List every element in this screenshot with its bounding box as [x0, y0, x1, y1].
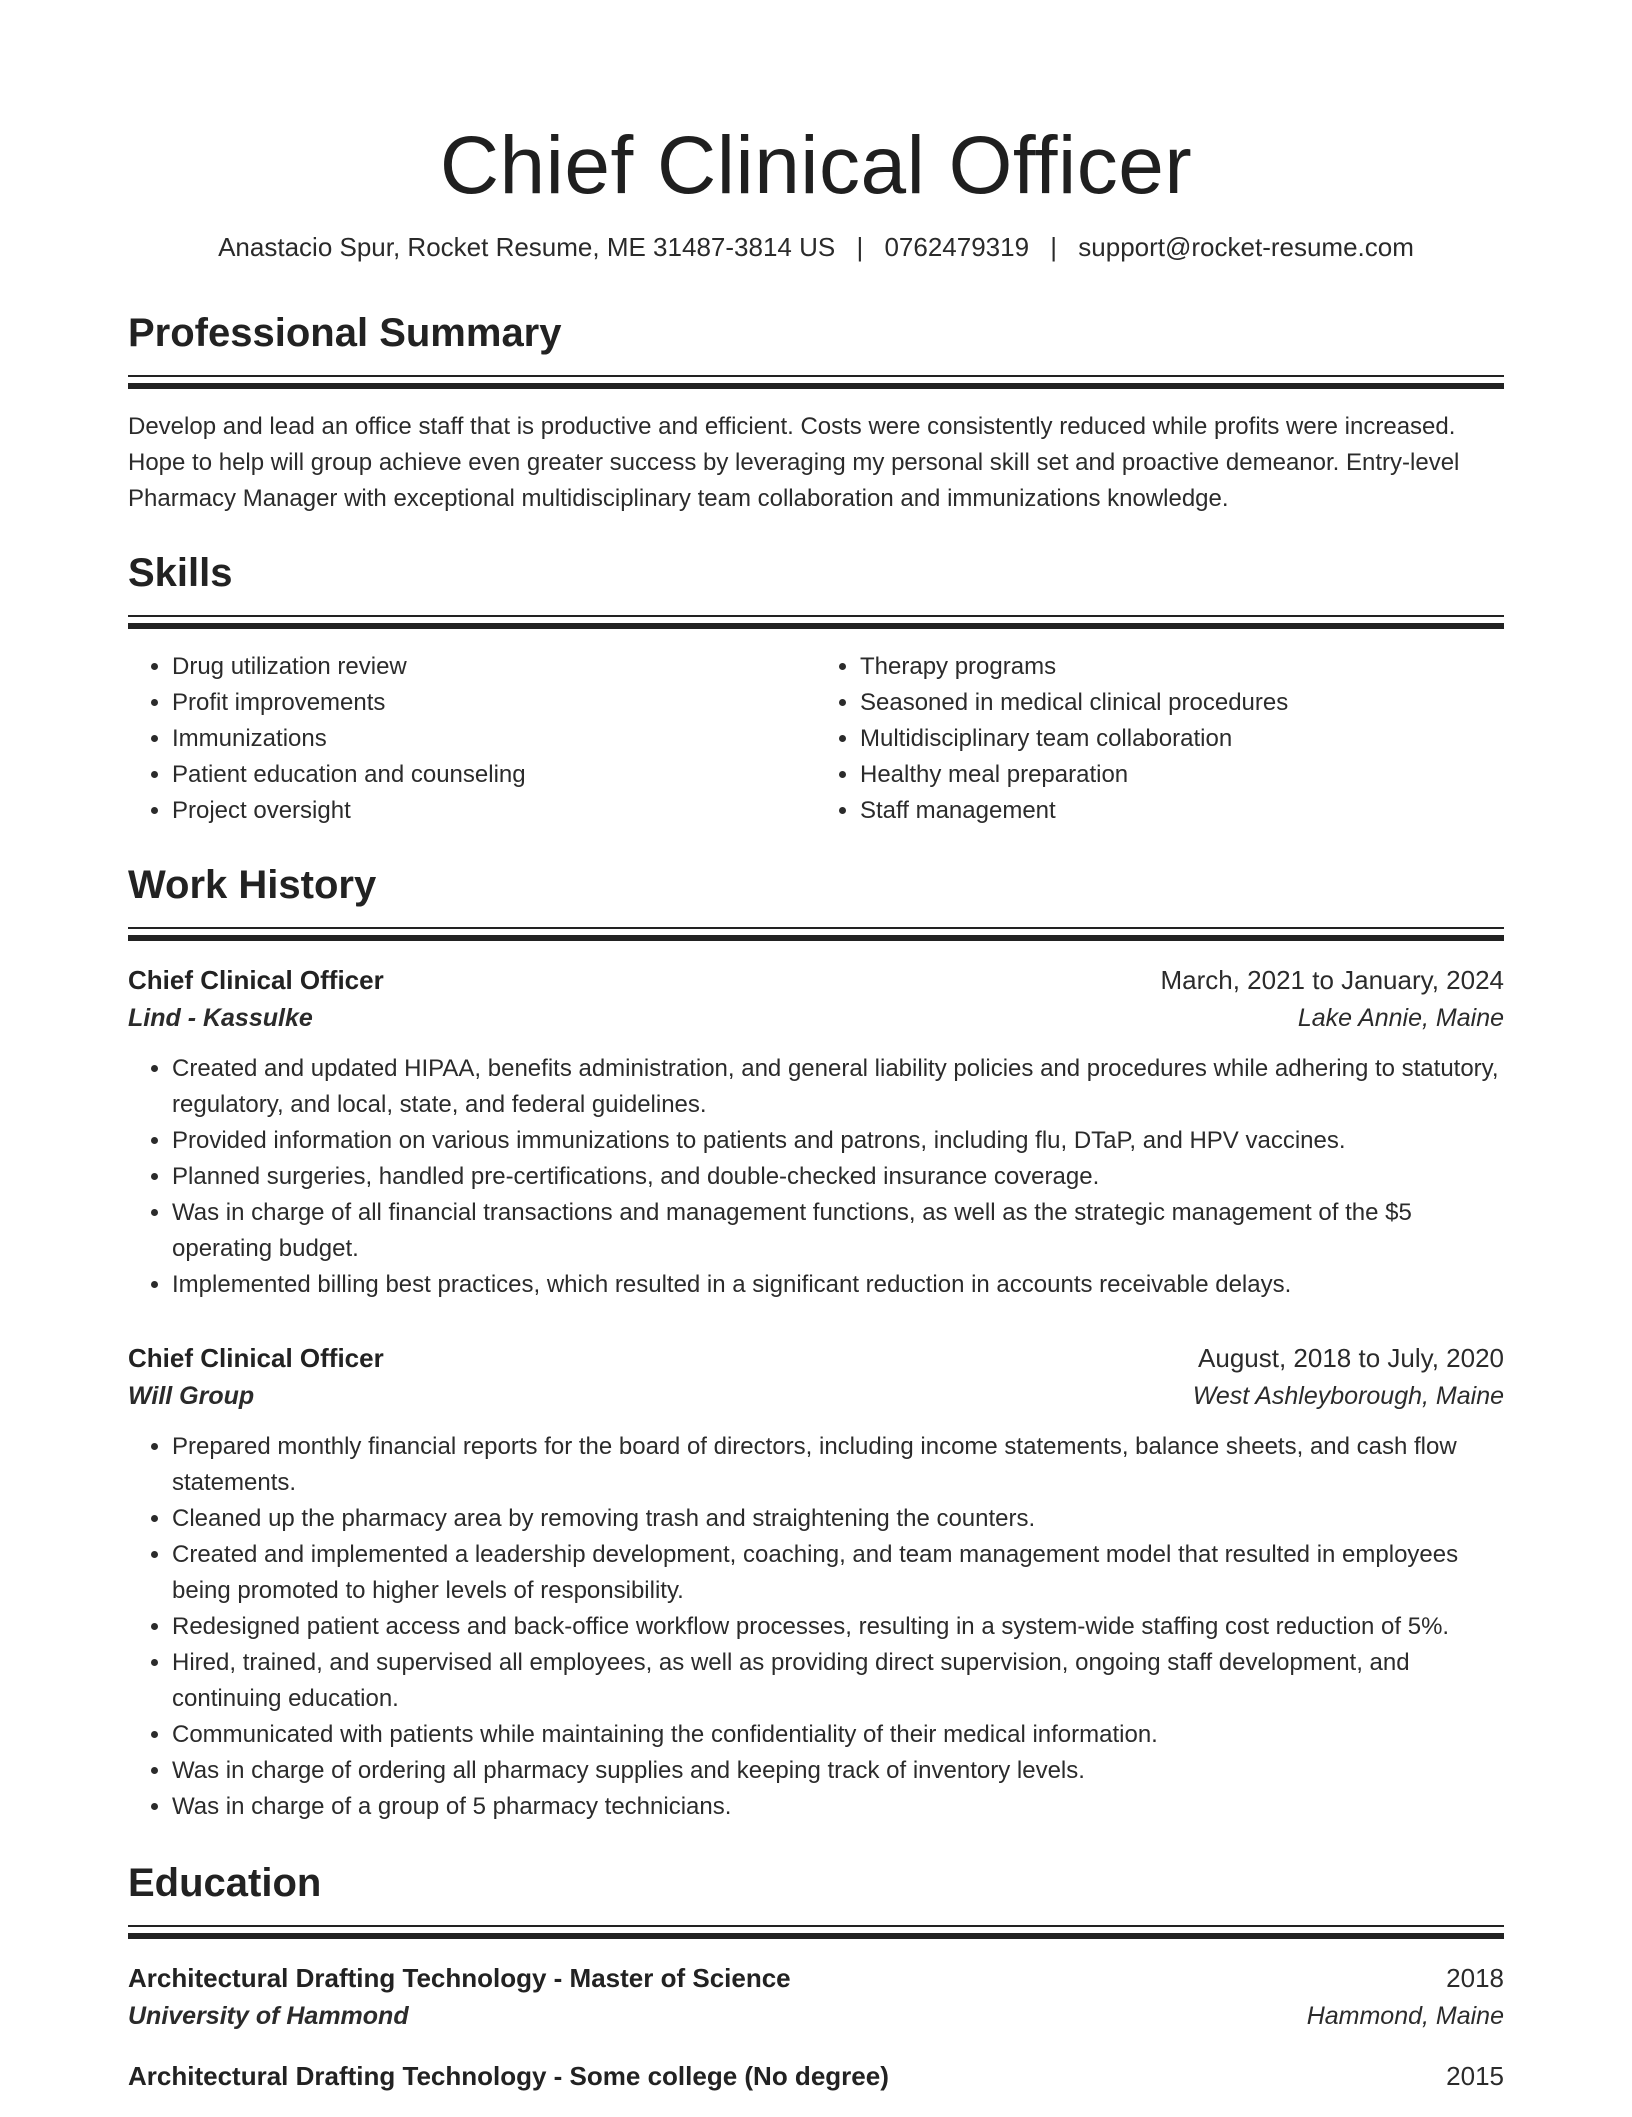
education-subheader-row [128, 1997, 1504, 2035]
skill-item: • Healthy meal preparation [860, 757, 1504, 793]
education-location: Hammond, Maine [1306, 2002, 1504, 2031]
section-divider [128, 927, 1504, 941]
job-bullet: • Cleaned up the pharmacy area by removing trash and straightening the counters. [172, 1501, 1504, 1537]
contact-address: Anastacio Spur, Rocket Resume, ME 31487-3814 US [218, 231, 836, 262]
job-bullet: • Created and updated HIPAA, benefits administration, and general liability policies and procedures while adhering to statutory, regulatory, and local, state, and federal guidelines. [172, 1051, 1504, 1123]
job-bullet: • Was in charge of a group of 5 pharmacy technicians. [172, 1789, 1504, 1825]
job-bullet: • Implemented billing best practices, which resulted in a significant reduction in accounts receivable delays. [172, 1267, 1504, 1303]
contact-phone: 0762479319 [884, 231, 1030, 262]
job-bullet: • Prepared monthly financial reports for the board of directors, including income statements, balance sheets, and cash flow statements. [172, 1429, 1504, 1501]
contact-separator: | [1050, 231, 1058, 262]
job-entry [128, 1339, 1504, 1825]
job-bullet: • Communicated with patients while maintaining the confidentiality of their medical information. [172, 1717, 1504, 1753]
job-header-row [128, 1339, 1504, 1377]
section-heading-summary: Professional Summary [128, 311, 562, 356]
job-company: Lind - Kassulke [128, 1004, 313, 1033]
skill-item: • Project oversight [172, 793, 816, 829]
job-location: West Ashleyborough, Maine [1192, 1382, 1504, 1411]
education-year: 2018 [1446, 1963, 1504, 1994]
education-header-row [128, 2057, 1504, 2095]
job-title: Chief Clinical Officer [128, 1343, 384, 1374]
job-bullets [128, 1051, 1504, 1303]
skill-item: • Drug utilization review [172, 649, 816, 685]
job-bullet: • Was in charge of ordering all pharmacy supplies and keeping track of inventory levels. [172, 1753, 1504, 1789]
job-bullet: • Provided information on various immunizations to patients and patrons, including flu, DTaP, and HPV vaccines. [172, 1123, 1504, 1159]
job-bullet: • Planned surgeries, handled pre-certifications, and double-checked insurance coverage. [172, 1159, 1504, 1195]
skill-item: • Seasoned in medical clinical procedures [860, 685, 1504, 721]
section-divider [128, 615, 1504, 629]
job-bullet: • Hired, trained, and supervised all employees, as well as providing direct supervision, ongoing staff development, and continuing education. [172, 1645, 1504, 1717]
skill-item: • Profit improvements [172, 685, 816, 721]
education-entry [128, 2057, 1504, 2095]
resume-page [128, 0, 1504, 2117]
education-degree: Architectural Drafting Technology - Master of Science [128, 1963, 791, 1994]
job-subheader-row [128, 1377, 1504, 1415]
work-section [128, 863, 1504, 1825]
section-heading-skills: Skills [128, 551, 233, 596]
education-school: University of Hammond [128, 2002, 409, 2031]
skill-item: • Therapy programs [860, 649, 1504, 685]
section-divider [128, 375, 1504, 389]
job-bullets [128, 1429, 1504, 1825]
contact-email: support@rocket-resume.com [1078, 231, 1414, 262]
skills-columns [128, 649, 1504, 829]
section-divider [128, 1925, 1504, 1939]
job-bullet: • Created and implemented a leadership development, coaching, and team management model that resulted in employees being promoted to higher levels of responsibility. [172, 1537, 1504, 1609]
skills-left-list [128, 649, 816, 829]
job-location: Lake Annie, Maine [1297, 1004, 1504, 1033]
skill-item: • Patient education and counseling [172, 757, 816, 793]
section-heading-work: Work History [128, 863, 377, 908]
skills-right-list [816, 649, 1504, 829]
contact-separator: | [856, 231, 864, 262]
skill-item: • Immunizations [172, 721, 816, 757]
job-dates: March, 2021 to January, 2024 [1160, 965, 1504, 996]
job-entry [128, 961, 1504, 1303]
job-company: Will Group [128, 1382, 255, 1411]
education-entry [128, 1959, 1504, 2035]
job-bullet: • Redesigned patient access and back-office workflow processes, resulting in a system-wide staffing cost reduction of 5%. [172, 1609, 1504, 1645]
resume-title: Chief Clinical Officer [439, 120, 1193, 211]
skill-item: • Staff management [860, 793, 1504, 829]
summary-section [128, 311, 1504, 517]
education-degree: Architectural Drafting Technology - Some college (No degree) [128, 2061, 889, 2092]
job-subheader-row [128, 999, 1504, 1037]
job-bullet: • Was in charge of all financial transactions and management functions, as well as the strategic management of the $5 operating budget. [172, 1195, 1504, 1267]
skill-item: • Multidisciplinary team collaboration [860, 721, 1504, 757]
education-year: 2015 [1446, 2061, 1504, 2092]
skills-section [128, 551, 1504, 829]
contact-line [128, 232, 1504, 263]
education-header-row [128, 1959, 1504, 1997]
job-dates: August, 2018 to July, 2020 [1198, 1343, 1504, 1374]
section-heading-education: Education [128, 1861, 322, 1906]
summary-text: Develop and lead an office staff that is productive and efficient. Costs were consistently reduced while profits were increased. Hope to help will group achieve even greater success by leveraging my personal skill set and proactive demeanor. Entry-level Pharmacy Manager with exceptional multidisciplinary team collaboration and immunizations knowledge. [128, 413, 1460, 513]
job-title: Chief Clinical Officer [128, 965, 384, 996]
education-section [128, 1861, 1504, 2095]
job-header-row [128, 961, 1504, 999]
